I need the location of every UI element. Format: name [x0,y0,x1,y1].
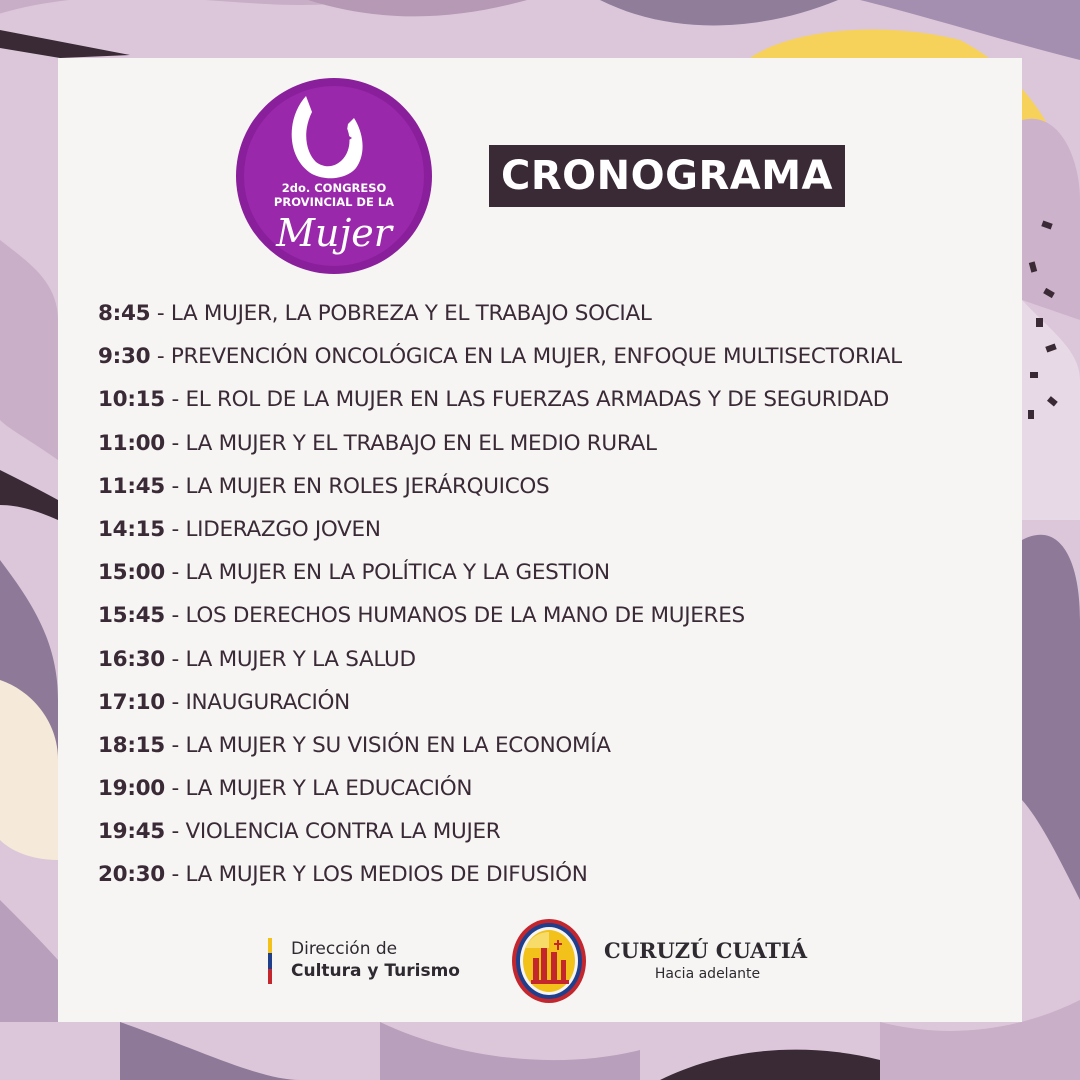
schedule-list [98,292,1008,897]
schedule-separator: - [164,776,186,802]
schedule-item [98,551,1008,594]
direccion-cultura-logo [268,936,488,986]
direccion-line-1: Dirección de [291,939,398,959]
logo-line-1: 2do. CONGRESO [281,181,387,195]
logo-line-3: Mujer [276,211,392,255]
schedule-separator: - [150,301,171,326]
schedule-topic: LA MUJER Y LA EDUCACIÓN [185,776,473,802]
schedule-separator: - [164,473,186,499]
schedule-item [98,508,1008,551]
schedule-time: 9:30 [98,344,151,370]
schedule-time: 19:45 [98,819,165,845]
direccion-line-2: Cultura y Turismo [291,961,460,981]
schedule-item [98,810,1008,853]
schedule-topic: LA MUJER Y LA SALUD [185,646,416,672]
schedule-item [98,422,1008,465]
schedule-item [98,465,1008,508]
schedule-item [98,378,1008,421]
schedule-time: 10:15 [98,387,165,413]
schedule-topic: LA MUJER EN LA POLÍTICA Y LA GESTION [185,560,610,586]
schedule-topic: PREVENCIÓN ONCOLÓGICA EN LA MUJER, ENFOQUE MULTISECTORIAL [170,344,902,370]
schedule-item [98,681,1008,724]
schedule-separator: - [164,819,186,845]
schedule-topic: LA MUJER Y LOS MEDIOS DE DIFUSIÓN [185,862,588,888]
schedule-item [98,724,1008,767]
city-name: CURUZÚ CUATIÁ [604,938,808,963]
schedule-separator: - [164,387,186,413]
schedule-item [98,292,1008,335]
schedule-time: 15:00 [98,560,165,586]
schedule-item [98,638,1008,681]
schedule-separator: - [164,430,186,456]
schedule-time: 8:45 [98,301,151,326]
schedule-topic: LA MUJER EN ROLES JERÁRQUICOS [185,473,550,499]
schedule-time: 14:15 [98,516,165,542]
schedule-time: 16:30 [98,646,165,672]
schedule-time: 18:15 [98,732,165,758]
schedule-topic: VIOLENCIA CONTRA LA MUJER [185,819,501,845]
schedule-separator: - [150,344,171,370]
schedule-item [98,853,1008,896]
schedule-separator: - [164,560,186,586]
schedule-topic: LA MUJER, LA POBREZA Y EL TRABAJO SOCIAL [170,301,652,326]
city-slogan: Hacia adelante [654,966,761,982]
schedule-topic: EL ROL DE LA MUJER EN LAS FUERZAS ARMADAS Y DE SEGURIDAD [185,387,889,413]
schedule-time: 19:00 [98,776,165,802]
schedule-item [98,594,1008,637]
schedule-time: 11:00 [98,430,165,456]
page-title: CRONOGRAMA [489,145,845,207]
schedule-topic: LOS DERECHOS HUMANOS DE LA MANO DE MUJERES [185,603,745,629]
logo-line-2: PROVINCIAL DE LA [273,195,395,209]
schedule-item [98,335,1008,378]
schedule-time: 20:30 [98,862,165,888]
schedule-separator: - [164,603,186,629]
schedule-separator: - [164,689,186,715]
schedule-time: 15:45 [98,603,165,629]
schedule-time: 17:10 [98,689,165,715]
schedule-topic: INAUGURACIÓN [185,689,350,715]
schedule-separator: - [164,516,186,542]
schedule-time: 11:45 [98,473,165,499]
schedule-separator: - [164,732,186,758]
schedule-separator: - [164,862,186,888]
schedule-separator: - [164,646,186,672]
schedule-topic: LA MUJER Y EL TRABAJO EN EL MEDIO RURAL [185,430,657,456]
flag-stripe-icon [268,938,272,984]
schedule-topic: LA MUJER Y SU VISIÓN EN LA ECONOMÍA [185,732,611,758]
city-seal-icon [511,918,587,1004]
schedule-item [98,767,1008,810]
schedule-topic: LIDERAZGO JOVEN [185,516,381,542]
